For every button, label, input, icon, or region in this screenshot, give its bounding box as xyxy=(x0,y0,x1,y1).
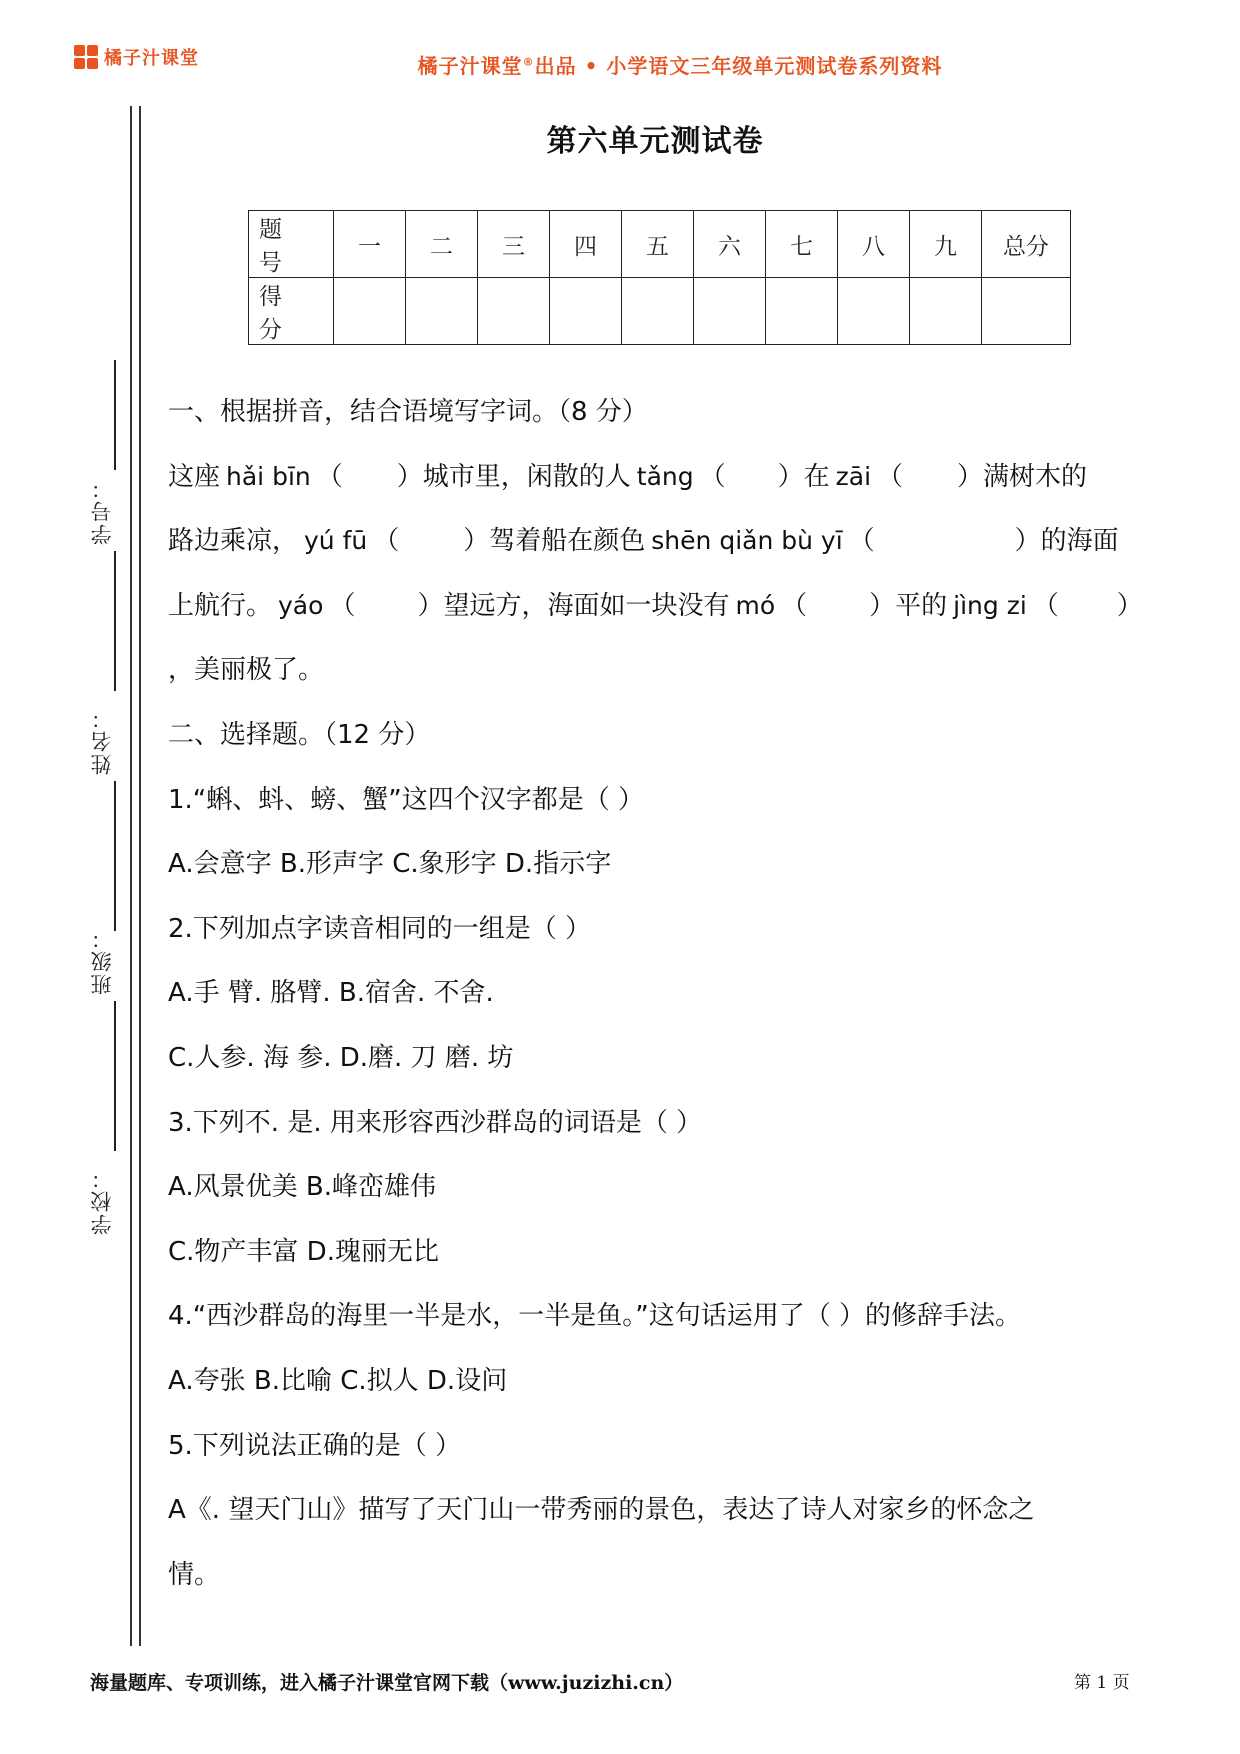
score-cell[interactable] xyxy=(334,278,406,345)
pinyin: yáo xyxy=(278,590,324,620)
logo-text: 橘子汁课堂 xyxy=(104,48,199,69)
option-line: C.人参. 海 参. D.磨. 刀 磨. 坊 xyxy=(168,1042,514,1073)
question-line: 4.“西沙群岛的海里一半是水，一半是鱼。”这句话运用了（ ）的修辞手法。 xyxy=(168,1301,1022,1332)
footer-note: 海量题库、专项训练，进入橘子汁课堂官网下载（www.juzizhi.cn） xyxy=(90,1672,684,1694)
score-cell[interactable] xyxy=(694,278,766,345)
score-cell[interactable] xyxy=(838,278,910,345)
column-header: 一 xyxy=(334,211,406,278)
class-field xyxy=(72,920,132,1151)
column-header: 四 xyxy=(550,211,622,278)
column-header: 五 xyxy=(622,211,694,278)
option-line: A.手 臂. 胳臂. B.宿舍. 不舍. xyxy=(168,978,494,1009)
option-line: C.物产丰富 D.瑰丽无比 xyxy=(168,1236,439,1267)
pinyin: shēn qiǎn bù yī xyxy=(651,526,843,556)
class-label: 班级： xyxy=(90,926,114,995)
score-cell[interactable] xyxy=(550,278,622,345)
header-title: 橘子汁课堂®出品 • 小学语文三年级单元测试卷系列资料 xyxy=(417,54,943,78)
option-line: 情。 xyxy=(168,1559,221,1590)
pinyin: zāi xyxy=(835,461,872,491)
school-label: 学校： xyxy=(90,1166,114,1235)
pinyin: hǎi bīn xyxy=(226,461,311,491)
question-line: 1.“蝌、蚪、螃、蟹”这四个汉字都是（ ） xyxy=(168,784,645,815)
question-line: 上航行。 yáo （ ）望远方，海面如一块没有 mó （ ）平的 jìng zi （ ） xyxy=(168,590,1143,621)
table-row xyxy=(249,278,1071,345)
question-line: ，美丽极了。 xyxy=(168,655,325,686)
question-line: 路边乘凉， yú fū （ ）驾着船在颜色 shēn qiǎn bù yī （ ）的海面 xyxy=(168,526,1119,557)
option-line: A.夸张 B.比喻 C.拟人 D.设问 xyxy=(168,1365,508,1396)
score-cell[interactable] xyxy=(622,278,694,345)
question-line: 这座 hǎi bīn （ ）城市里，闲散的人 tǎng （ ）在 zāi （ ）满树木的 xyxy=(168,461,1088,492)
score-cell[interactable] xyxy=(910,278,982,345)
pinyin: mó xyxy=(735,590,776,620)
row-label: 题 号 xyxy=(249,211,334,278)
column-header: 二 xyxy=(406,211,478,278)
name-field xyxy=(72,700,132,931)
section-heading: 一、根据拼音，结合语境写字词。（8 分） xyxy=(168,397,648,427)
questions xyxy=(168,380,1228,1607)
option-line: A《. 望天门山》描写了天门山一带秀丽的景色，表达了诗人对家乡的怀念之 xyxy=(168,1495,1035,1526)
option-line: A.风景优美 B.峰峦雄伟 xyxy=(168,1172,436,1203)
number-label: 学号： xyxy=(90,476,114,545)
question-line: 2.下列加点字读音相同的一组是（ ） xyxy=(168,913,592,944)
score-cell-total[interactable] xyxy=(982,278,1071,345)
score-cell[interactable] xyxy=(406,278,478,345)
school-field xyxy=(72,1160,132,1241)
score-table xyxy=(248,210,1071,345)
column-header-total: 总分 xyxy=(982,211,1071,278)
pinyin: jìng zi xyxy=(953,590,1027,620)
question-line: 3.下列不. 是. 用来形容西沙群岛的词语是（ ） xyxy=(168,1107,703,1138)
score-cell[interactable] xyxy=(766,278,838,345)
pinyin: yú fū xyxy=(304,526,368,556)
number-field xyxy=(72,360,132,691)
page-number: 第 1 页 xyxy=(1074,1673,1130,1693)
section-heading: 二、选择题。（12 分） xyxy=(168,719,431,750)
binding-info xyxy=(72,360,132,1380)
score-cell[interactable] xyxy=(478,278,550,345)
column-header: 八 xyxy=(838,211,910,278)
question-line: 5.下列说法正确的是（ ） xyxy=(168,1430,462,1461)
column-header: 三 xyxy=(478,211,550,278)
name-label: 姓名： xyxy=(90,706,114,775)
row-label: 得 分 xyxy=(249,278,334,345)
column-header: 七 xyxy=(766,211,838,278)
table-row xyxy=(249,211,1071,278)
number-line xyxy=(114,360,116,470)
option-line: A.会意字 B.形声字 C.象形字 D.指示字 xyxy=(168,849,612,880)
column-header: 九 xyxy=(910,211,982,278)
page-title: 第六单元测试卷 xyxy=(546,124,764,159)
column-header: 六 xyxy=(694,211,766,278)
pinyin: tǎng xyxy=(636,461,694,491)
